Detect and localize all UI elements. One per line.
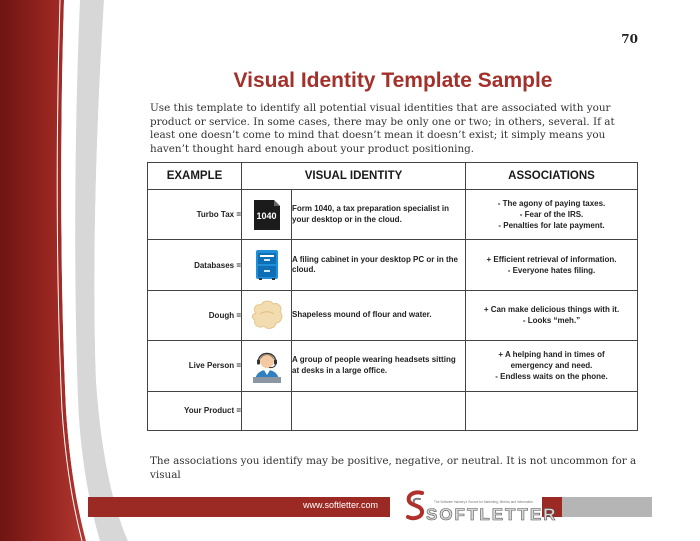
table-header-row <box>148 163 638 190</box>
associations-cell <box>466 341 638 391</box>
tax-document-icon <box>252 199 282 231</box>
table-row <box>148 290 638 340</box>
page-title: Visual Identity Template Sample <box>233 69 553 92</box>
association-line: - Everyone hates filing. <box>507 266 596 276</box>
logo-tagline: The Software Industry's Source for Marketing, Metrics and Information <box>434 500 533 504</box>
associations-cell <box>466 391 638 430</box>
table-row <box>148 190 638 240</box>
header-visual-identity: VISUAL IDENTITY <box>242 163 466 190</box>
association-line: - Endless waits on the phone. <box>495 372 608 382</box>
header-example: EXAMPLE <box>148 163 242 190</box>
filing-cabinet-icon <box>252 249 282 281</box>
headset-agent-icon <box>251 348 283 384</box>
description-cell: Shapeless mound of flour and water. <box>292 290 466 340</box>
tax-document-label: 1040 <box>255 210 277 221</box>
example-cell: Databases = <box>148 240 242 290</box>
associations-cell <box>466 190 638 240</box>
association-line: - Fear of the IRS. <box>519 210 584 220</box>
icon-cell <box>242 391 292 430</box>
softletter-logo <box>404 489 558 525</box>
visual-identity-table <box>147 162 638 431</box>
association-line: - The agony of paying taxes. <box>497 199 606 209</box>
table-row <box>148 341 638 391</box>
association-line: - Penalties for late payment. <box>498 221 605 231</box>
association-line: + A helping hand in times of <box>498 350 605 360</box>
header-associations: ASSOCIATIONS <box>466 163 638 190</box>
associations-cell <box>466 290 638 340</box>
associations-cell <box>466 240 638 290</box>
page-number: 70 <box>621 32 638 46</box>
association-line: - Looks “meh.” <box>522 316 581 326</box>
icon-cell <box>242 341 292 391</box>
association-line: + Can make delicious things with it. <box>483 305 620 315</box>
dough-icon <box>250 299 284 331</box>
intro-paragraph: Use this template to identify all potential visual identities that are associated with your product or service. In some cases, there may be only one or two; in others, several. If at least one doesn’t come to mind that doesn’t mean it doesn’t exist; it simply means you haven’t thought hard enough about your product positioning. <box>150 102 615 155</box>
example-cell: Live Person = <box>148 341 242 391</box>
side-decoration <box>0 0 140 541</box>
continuation-paragraph: The associations you identify may be positive, negative, or neutral. It is not uncommon for a visual <box>150 455 637 481</box>
example-cell: Dough = <box>148 290 242 340</box>
association-line: emergency and need. <box>510 361 593 371</box>
icon-cell <box>242 290 292 340</box>
footer-url-link[interactable]: www.softletter.com <box>302 500 378 510</box>
table-row <box>148 391 638 430</box>
description-cell: Form 1040, a tax preparation specialist in your desktop or in the cloud. <box>292 190 466 240</box>
description-cell: A group of people wearing headsets sitting at desks in a large office. <box>292 341 466 391</box>
example-cell: Turbo Tax = <box>148 190 242 240</box>
association-line: + Efficient retrieval of information. <box>486 255 617 265</box>
softletter-logo-mark <box>404 489 428 523</box>
icon-cell <box>242 240 292 290</box>
logo-wordmark: SOFTLETTER <box>426 505 558 524</box>
icon-cell <box>242 190 292 240</box>
description-cell <box>292 391 466 430</box>
example-cell: Your Product = <box>148 391 242 430</box>
description-cell: A filing cabinet in your desktop PC or in the cloud. <box>292 240 466 290</box>
table-row <box>148 240 638 290</box>
